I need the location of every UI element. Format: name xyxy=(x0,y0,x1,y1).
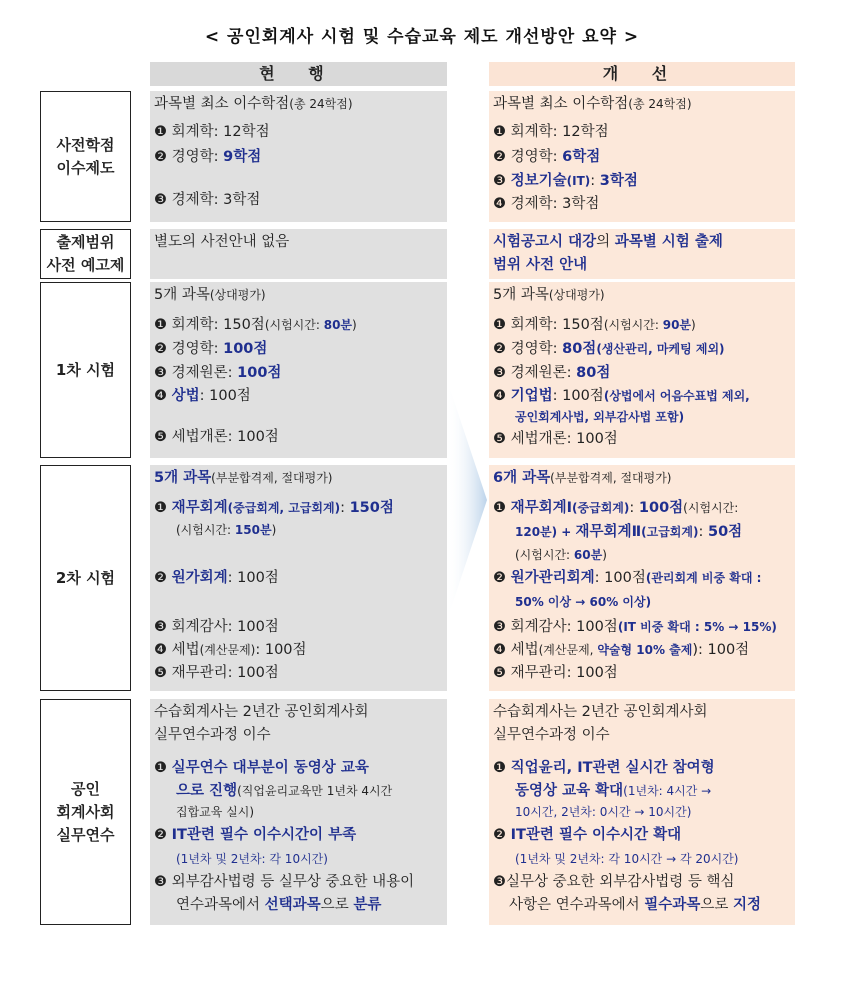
row-label-second-exam: 2차 시험 xyxy=(40,465,131,691)
text: 90분 xyxy=(662,318,692,332)
text: 별도의 사전안내 없음 xyxy=(154,234,290,250)
text: 상법 xyxy=(171,388,200,404)
text: 9학점 xyxy=(223,149,262,165)
text: 약술형 10% 출제 xyxy=(597,643,693,657)
text: 5개 과목 xyxy=(154,470,212,486)
text: 과목별 최소 이수학점 xyxy=(493,96,629,112)
text: 100점 xyxy=(223,341,268,357)
text: 60분 xyxy=(573,548,603,562)
list-item: ❺ 재무관리: 100점 xyxy=(493,665,618,681)
text: (직업윤리교육만 1년차 4시간 xyxy=(237,784,393,798)
improved-exam-scope-cell xyxy=(489,229,795,279)
text: ❶ xyxy=(154,500,172,516)
text: (총 24학점) xyxy=(628,97,692,111)
text: ❸실무상 중요한 외부감사법령 등 핵심 xyxy=(493,874,735,890)
text: 시험공고시 대강 xyxy=(493,234,597,250)
text: (계산문제) xyxy=(199,643,256,657)
text: 지정 xyxy=(732,897,761,913)
text: ❸ 회계감사: 100점 xyxy=(493,619,618,635)
text: (중급회계) xyxy=(572,501,630,515)
row-label-exam-scope: 출제범위 사전 예고제 xyxy=(40,229,131,279)
text: ❷ xyxy=(154,570,172,586)
list-item: ❺ 재무관리: 100점 xyxy=(154,665,279,681)
text: ) xyxy=(602,548,607,562)
text: (1년차 및 2년차: 각 10시간 → 각 20시간) xyxy=(515,852,739,866)
improved-prior-credit-cell xyxy=(489,91,795,222)
text: (시험시간: xyxy=(264,318,324,332)
text: 재무회계Ⅱ xyxy=(575,524,642,540)
text: ❶ xyxy=(493,760,511,776)
text: 선택과목 xyxy=(264,897,321,913)
list-item: ❺ 세법개론: 100점 xyxy=(493,431,618,447)
text: : xyxy=(629,500,639,516)
text: 재무회계 xyxy=(171,500,228,516)
text: ❷ xyxy=(493,827,511,843)
text: 원가관리회계 xyxy=(510,570,595,586)
text: (고급회계) xyxy=(641,525,699,539)
text: (시험시간: xyxy=(176,523,235,537)
text: (상대평가) xyxy=(209,288,266,302)
text: (중급회계, 고급회계) xyxy=(227,501,341,515)
text: (IT) xyxy=(566,174,591,188)
text: (시험시간: xyxy=(683,501,739,515)
text: (총 24학점) xyxy=(289,97,353,111)
list-item: ❺ 세법개론: 100점 xyxy=(154,429,279,445)
text: ❷ 경영학: xyxy=(154,149,224,165)
improved-cpa-training-cell xyxy=(489,699,795,925)
text: : 100점 xyxy=(552,388,604,404)
text: ❷ xyxy=(154,827,172,843)
current-column-header: 현 행 xyxy=(150,62,447,86)
text: 120분) + xyxy=(515,525,576,539)
text: : xyxy=(590,173,600,189)
text: 수습회계사는 2년간 공인회계사회 xyxy=(154,704,369,720)
text: (부분합격제, 절대평가) xyxy=(211,471,333,485)
page-title: < 공인회계사 시험 및 수습교육 제도 개선방안 요약 > xyxy=(204,27,640,47)
text: : 100점 xyxy=(594,570,646,586)
text: 수습회계사는 2년간 공인회계사회 xyxy=(493,704,708,720)
text: ❷ xyxy=(493,570,511,586)
text: 50점 xyxy=(707,524,743,540)
current-exam-scope-cell xyxy=(150,229,447,279)
text: ❹ 세법 xyxy=(493,642,539,658)
text: 으로 xyxy=(700,897,733,913)
text: ❷ 경영학: xyxy=(493,149,563,165)
text: 실무연수 대부분이 동영상 교육 xyxy=(171,760,369,776)
text: (상대평가) xyxy=(548,288,605,302)
text: 5개 과목 xyxy=(154,287,210,303)
text: 6학점 xyxy=(562,149,601,165)
text: 사항은 연수과목에서 xyxy=(509,897,645,913)
text: ❷ 경영학: xyxy=(154,341,224,357)
text: ❸ 경제원론: xyxy=(493,365,577,381)
improved-column-header: 개 선 xyxy=(489,62,795,86)
current-first-exam-cell xyxy=(150,282,447,458)
text: 으로 진행 xyxy=(176,783,238,799)
text: ❶ 회계학: 150점 xyxy=(493,317,604,333)
arrow-right-icon xyxy=(447,380,487,620)
text: 연수과목에서 xyxy=(176,897,265,913)
text: 80점 xyxy=(562,341,597,357)
improved-first-exam-cell xyxy=(489,282,795,458)
text: : xyxy=(340,500,350,516)
text: (관리회계 비중 확대 : xyxy=(645,571,762,585)
text: ❶ xyxy=(154,760,172,776)
text: 5개 과목 xyxy=(493,287,549,303)
text: 원가회계 xyxy=(171,570,228,586)
text: 으로 xyxy=(320,897,354,913)
text: : 100점 xyxy=(227,570,279,586)
row-label-cpa-training: 공인 회계사회 실무연수 xyxy=(40,699,131,925)
text: : 100점 xyxy=(255,642,307,658)
text: ❹ 세법 xyxy=(154,642,200,658)
text: ❹ xyxy=(154,388,172,404)
list-item: ❸ 경제학: 3학점 xyxy=(154,192,261,208)
text: ❶ 회계학: 150점 xyxy=(154,317,265,333)
text: 필수과목 xyxy=(644,897,701,913)
text: 기업법 xyxy=(510,388,553,404)
text: ❸ 경제원론: xyxy=(154,365,238,381)
text: : xyxy=(698,524,708,540)
text: 집합교육 실시) xyxy=(176,805,255,819)
row-label-first-exam: 1차 시험 xyxy=(40,282,131,458)
text: 직업윤리, IT관련 실시간 참여형 xyxy=(510,760,715,776)
text: 실무연수과정 이수 xyxy=(154,727,271,743)
text: 150점 xyxy=(349,500,394,516)
text: ❶ xyxy=(493,500,511,516)
text: IT관련 필수 이수시간 확대 xyxy=(510,827,682,843)
text: 의 xyxy=(596,234,615,250)
text: ❷ 경영학: xyxy=(493,341,563,357)
current-second-exam-cell xyxy=(150,465,447,691)
text: 6개 과목 xyxy=(493,470,551,486)
text: (계산문제, xyxy=(538,643,598,657)
text: 100점 xyxy=(237,365,282,381)
text: 50% 이상 → 60% 이상) xyxy=(515,595,652,609)
text: (시험시간: xyxy=(603,318,663,332)
text: 과목별 최소 이수학점 xyxy=(154,96,290,112)
list-item: ❶ 회계학: 12학점 xyxy=(154,124,270,140)
text: ❸ 외부감사법령 등 실무상 중요한 내용이 xyxy=(154,874,415,890)
text: 동영상 교육 확대 xyxy=(515,783,624,799)
text: 정보기술 xyxy=(510,173,567,189)
text: (생산관리, 마케팅 제외) xyxy=(596,342,725,356)
text: ): 100점 xyxy=(692,642,750,658)
text: ) xyxy=(691,318,696,332)
text: IT관련 필수 이수시간이 부족 xyxy=(171,827,357,843)
text: (IT 비중 확대 : 5% → 15%) xyxy=(617,620,777,634)
text: 분류 xyxy=(353,897,382,913)
current-prior-credit-cell xyxy=(150,91,447,222)
improved-second-exam-cell xyxy=(489,465,795,691)
current-cpa-training-cell xyxy=(150,699,447,925)
text: (시험시간: xyxy=(515,548,574,562)
list-item: ❸ 회계감사: 100점 xyxy=(154,619,279,635)
list-item: ❹ 경제학: 3학점 xyxy=(493,196,600,212)
text: 80점 xyxy=(576,365,611,381)
text: ❹ xyxy=(493,388,511,404)
list-item: ❶ 회계학: 12학점 xyxy=(493,124,609,140)
text: 3학점 xyxy=(599,173,638,189)
text: (상법에서 어음수표법 제외, xyxy=(603,389,750,403)
row-label-prior-credit: 사전학점 이수제도 xyxy=(40,91,131,222)
text: 10시간, 2년차: 0시간 → 10시간) xyxy=(515,805,692,819)
text: (1년차: 4시간 → xyxy=(623,784,712,798)
text: 실무연수과정 이수 xyxy=(493,727,610,743)
text: 과목별 시험 출제 xyxy=(614,234,723,250)
text: (부분합격제, 절대평가) xyxy=(550,471,672,485)
text: 재무회계Ⅰ xyxy=(510,500,573,516)
text: 100점 xyxy=(638,500,684,516)
text: 150분 xyxy=(234,523,272,537)
text: ) xyxy=(271,523,277,537)
text: ❸ xyxy=(493,173,511,189)
text: : 100점 xyxy=(199,388,251,404)
text: 범위 사전 안내 xyxy=(493,257,588,273)
text: 80분 xyxy=(323,318,353,332)
text: ) xyxy=(352,318,357,332)
text: (1년차 및 2년차: 각 10시간) xyxy=(176,852,328,866)
text: 공인회계사법, 외부감사법 포함) xyxy=(515,410,685,424)
